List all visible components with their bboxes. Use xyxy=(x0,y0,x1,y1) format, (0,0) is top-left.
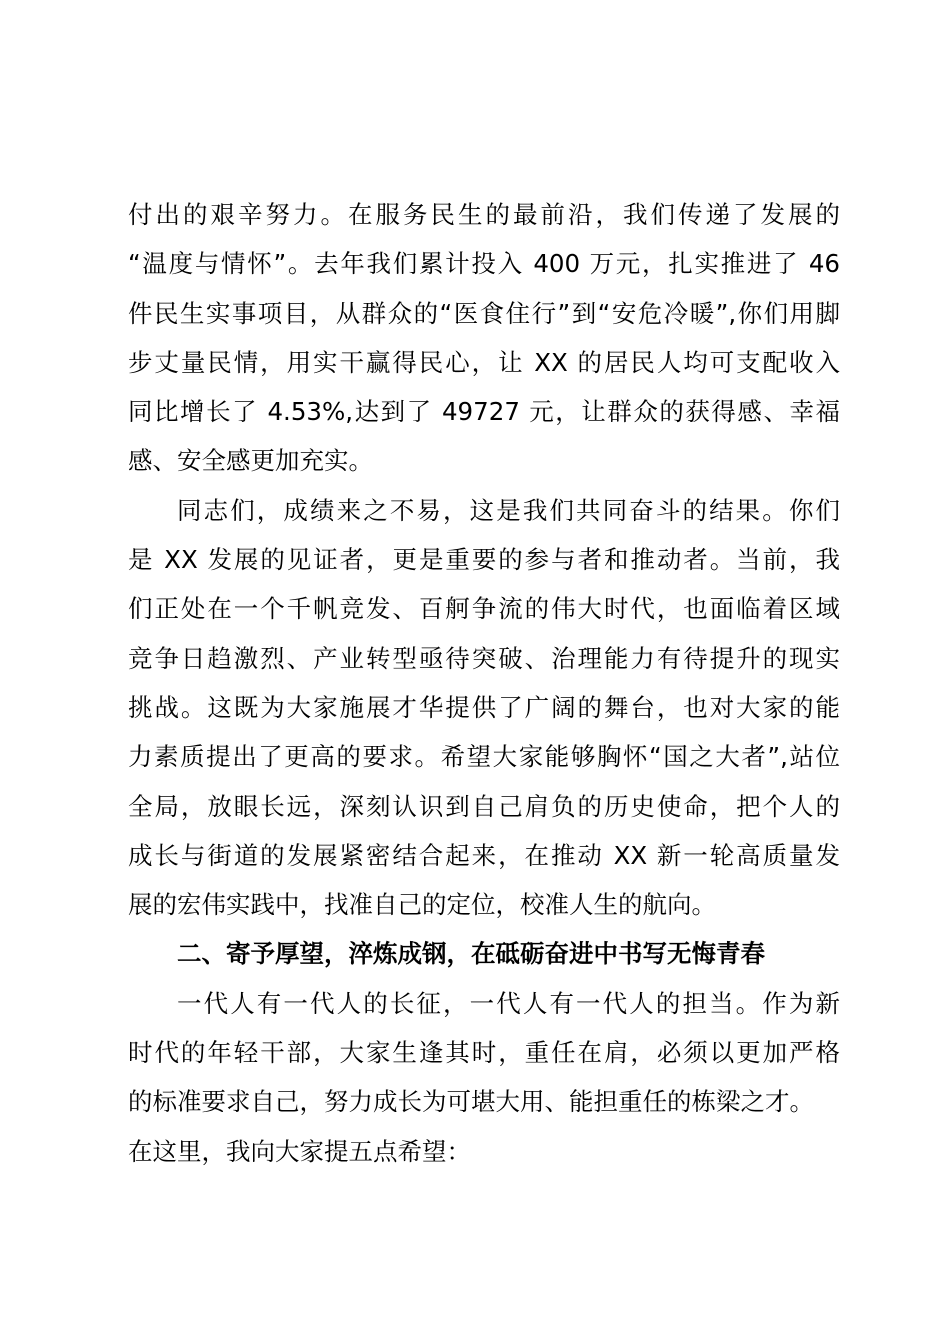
text-line: 付出的艰辛努力。在服务民生的最前沿，我们传递了发展的 xyxy=(128,200,840,229)
text-line: 力素质提出了更高的要求。希望大家能够胸怀“国之大者”,站位 xyxy=(128,742,840,772)
text-line: 件民生实事项目，从群众的“医食住行”到“安危冷暖”,你们用脚 xyxy=(128,298,840,328)
text-line: 在这里，我向大家提五点希望： xyxy=(128,1136,471,1166)
text-line: 们正处在一个千帆竞发、百舸争流的伟大时代，也面临着区域 xyxy=(128,594,840,624)
text-line: 挑战。这既为大家施展才华提供了广阔的舞台，也对大家的能 xyxy=(128,692,840,722)
text-line: “温度与情怀”。去年我们累计投入 400 万元，扎实推进了 46 xyxy=(128,249,840,279)
text-line: 同志们，成绩来之不易，这是我们共同奋斗的结果。你们 xyxy=(177,495,840,525)
text-line: 同比增长了 4.53%,达到了 49727 元，让群众的获得感、幸福 xyxy=(128,397,840,427)
text-line: 竞争日趋激烈、产业转型亟待突破、治理能力有待提升的现实 xyxy=(128,643,840,673)
text-line: 时代的年轻干部，大家生逢其时，重任在肩，必须以更加严格 xyxy=(128,1038,840,1068)
text-line: 成长与街道的发展紧密结合起来，在推动 XX 新一轮高质量发 xyxy=(128,840,840,870)
text-line: 感、安全感更加充实。 xyxy=(128,446,373,476)
text-line: 是 XX 发展的见证者，更是重要的参与者和推动者。当前，我 xyxy=(128,545,840,575)
text-line: 一代人有一代人的长征，一代人有一代人的担当。作为新 xyxy=(177,988,840,1018)
text-line: 的标准要求自己，努力成长为可堪大用、能担重任的栋梁之才。 xyxy=(128,1087,814,1117)
text-line: 展的宏伟实践中，找准自己的定位，校准人生的航向。 xyxy=(128,890,716,920)
text-line: 步丈量民情，用实干赢得民心，让 XX 的居民人均可支配收入 xyxy=(128,347,840,377)
text-line: 全局，放眼长远，深刻认识到自己肩负的历史使命，把个人的 xyxy=(128,791,840,821)
document-body xyxy=(128,190,840,1176)
section-heading: 二、寄予厚望，淬炼成钢，在砥砺奋进中书写无悔青春 xyxy=(177,939,765,969)
